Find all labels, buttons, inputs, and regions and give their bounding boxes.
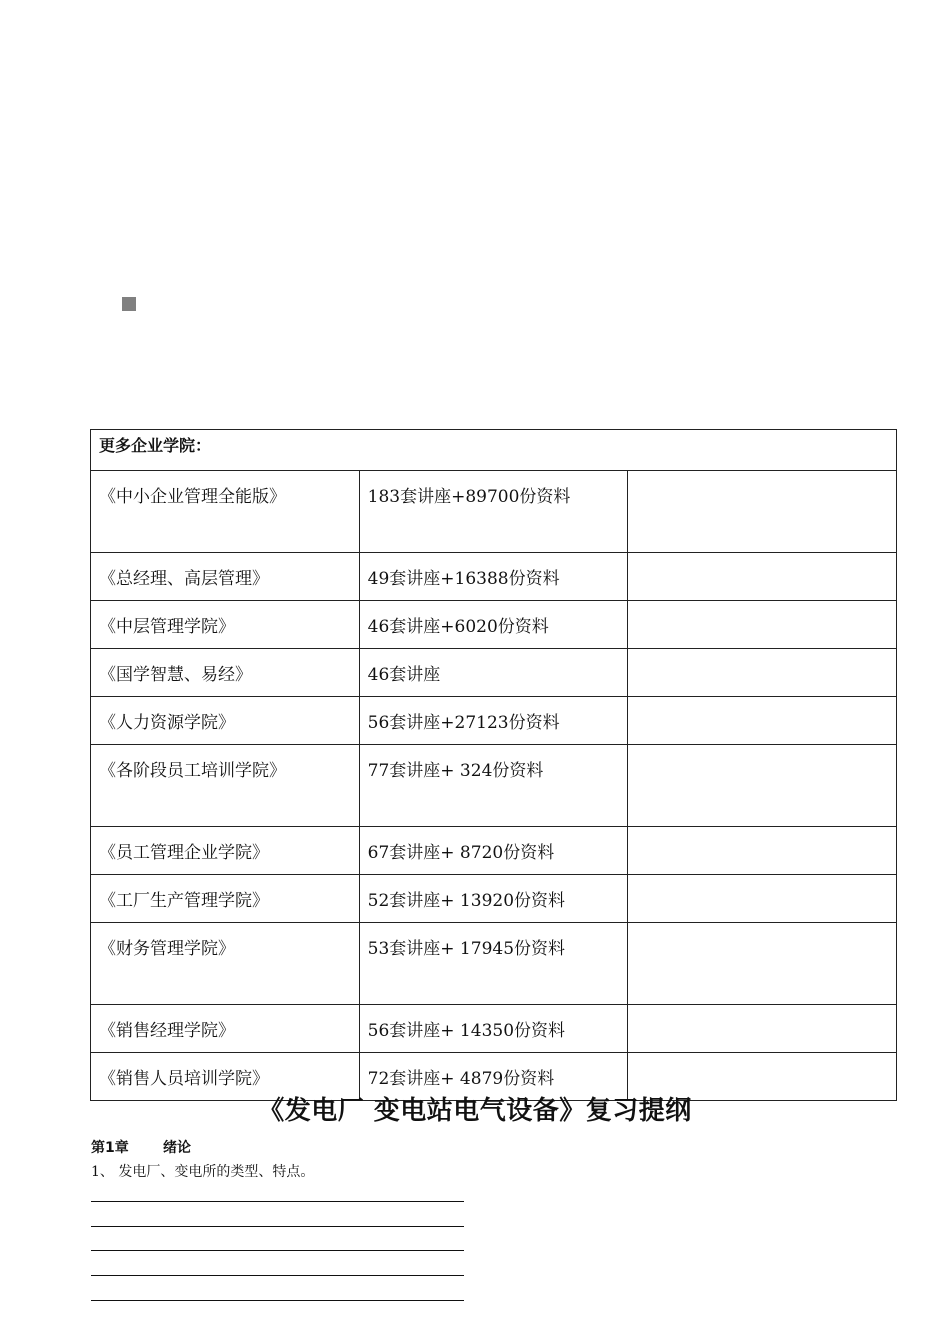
answer-line [91,1226,464,1227]
academy-note [628,827,897,875]
academy-note [628,875,897,923]
academy-note [628,601,897,649]
academy-note [628,923,897,1005]
academy-note [628,553,897,601]
academy-content: 56套讲座+ 14350份资料 [359,1005,628,1053]
academy-name: 《各阶段员工培训学院》 [91,745,360,827]
academy-name: 《人力资源学院》 [91,697,360,745]
academy-name: 《总经理、高层管理》 [91,553,360,601]
academy-content: 46套讲座+6020份资料 [359,601,628,649]
table-row [91,745,897,827]
academy-note [628,1005,897,1053]
table-row [91,601,897,649]
table-header-row [91,430,897,471]
bullet-square-icon [122,297,136,311]
table-row [91,553,897,601]
table-row [91,471,897,553]
document-title: 《发电厂 变电站电气设备》复习提纲 [258,1096,692,1126]
table-row [91,697,897,745]
academy-note [628,745,897,827]
question-1: 1、 发电厂、变电所的类型、特点。 [91,1164,315,1180]
table-header: 更多企业学院： [91,430,897,471]
chapter-heading [91,1137,191,1157]
academy-note [628,649,897,697]
answer-line [91,1275,464,1276]
table-row [91,649,897,697]
academy-content: 77套讲座+ 324份资料 [359,745,628,827]
academy-content: 52套讲座+ 13920份资料 [359,875,628,923]
academy-table [90,429,897,1101]
academy-name: 《中小企业管理全能版》 [91,471,360,553]
academy-content: 56套讲座+27123份资料 [359,697,628,745]
academy-name: 《中层管理学院》 [91,601,360,649]
table-row [91,1005,897,1053]
academy-content: 49套讲座+16388份资料 [359,553,628,601]
academy-note [628,471,897,553]
academy-content: 53套讲座+ 17945份资料 [359,923,628,1005]
academy-content: 67套讲座+ 8720份资料 [359,827,628,875]
chapter-number: 第1章 [91,1140,129,1156]
table-row [91,875,897,923]
academy-content: 183套讲座+89700份资料 [359,471,628,553]
academy-name: 《销售经理学院》 [91,1005,360,1053]
answer-line [91,1250,464,1251]
academy-content: 46套讲座 [359,649,628,697]
answer-line [91,1201,464,1202]
answer-line [91,1300,464,1301]
academy-name: 《工厂生产管理学院》 [91,875,360,923]
academy-name: 《员工管理企业学院》 [91,827,360,875]
academy-note [628,697,897,745]
academy-name: 《国学智慧、易经》 [91,649,360,697]
academy-name: 《销售人员培训学院》 [91,1053,360,1101]
table-row [91,827,897,875]
table-row [91,923,897,1005]
chapter-title: 绪论 [163,1140,191,1156]
academy-content: 72套讲座+ 4879份资料 [359,1053,628,1101]
academy-name: 《财务管理学院》 [91,923,360,1005]
